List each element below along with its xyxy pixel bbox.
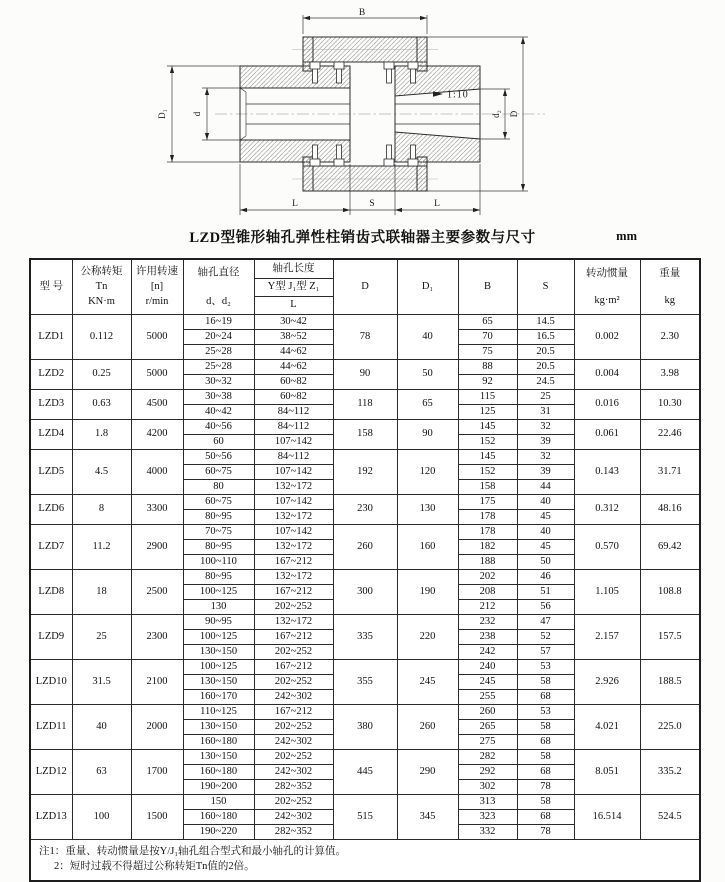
speed-cell: 4000 (131, 449, 183, 494)
B-cell: 212 (458, 599, 517, 614)
B-cell: 292 (458, 764, 517, 779)
bore-dia-cell: 25~28 (183, 359, 254, 374)
D-cell: 118 (333, 389, 397, 419)
inertia-cell: 0.004 (574, 359, 640, 389)
model-cell: LZD4 (30, 419, 72, 449)
B-cell: 88 (458, 359, 517, 374)
B-cell: 145 (458, 419, 517, 434)
table-row (30, 659, 700, 674)
bore-dia-cell: 130~150 (183, 644, 254, 659)
B-cell: 125 (458, 404, 517, 419)
inertia-cell: 16.514 (574, 794, 640, 839)
torque-cell: 31.5 (72, 659, 131, 704)
table-row (30, 389, 700, 404)
B-cell: 152 (458, 464, 517, 479)
bore-len-cell: 132~172 (254, 614, 333, 629)
B-cell: 313 (458, 794, 517, 809)
model-cell: LZD8 (30, 569, 72, 614)
S-cell: 39 (517, 434, 574, 449)
B-cell: 282 (458, 749, 517, 764)
bore-dia-cell: 160~180 (183, 809, 254, 824)
S-cell: 53 (517, 704, 574, 719)
spec-table (29, 258, 701, 882)
weight-cell: 188.5 (640, 659, 700, 704)
model-cell: LZD2 (30, 359, 72, 389)
bore-len-cell: 282~352 (254, 824, 333, 839)
header-bore-len: 轴孔长度 (254, 259, 333, 278)
bore-len-cell: 60~82 (254, 374, 333, 389)
S-cell: 50 (517, 554, 574, 569)
inertia-cell: 0.143 (574, 449, 640, 494)
B-cell: 152 (458, 434, 517, 449)
table-row (30, 494, 700, 509)
weight-cell: 48.16 (640, 494, 700, 524)
D-cell: 192 (333, 449, 397, 494)
bore-dia-cell: 80~95 (183, 569, 254, 584)
S-cell: 31 (517, 404, 574, 419)
bore-dia-cell: 80~95 (183, 509, 254, 524)
weight-cell: 108.8 (640, 569, 700, 614)
dim-label-L-right: L (434, 199, 440, 209)
speed-cell: 4200 (131, 419, 183, 449)
table-row (30, 419, 700, 434)
bore-len-cell: 202~252 (254, 749, 333, 764)
bore-len-cell: 84~112 (254, 404, 333, 419)
B-cell: 65 (458, 314, 517, 329)
table-row (30, 749, 700, 764)
speed-cell: 2900 (131, 524, 183, 569)
S-cell: 52 (517, 629, 574, 644)
inertia-cell: 2.157 (574, 614, 640, 659)
bore-len-cell: 132~172 (254, 479, 333, 494)
bore-len-cell: 84~112 (254, 419, 333, 434)
bore-len-cell: 202~252 (254, 719, 333, 734)
notes-row (30, 839, 700, 881)
speed-cell: 1700 (131, 749, 183, 794)
D-cell: 515 (333, 794, 397, 839)
S-cell: 32 (517, 419, 574, 434)
B-cell: 75 (458, 344, 517, 359)
bore-len-cell: 167~212 (254, 704, 333, 719)
bore-len-cell: 84~112 (254, 449, 333, 464)
header-bore-dia: 轴孔直径 d、d₂ (183, 259, 254, 314)
D1-cell: 160 (397, 524, 458, 569)
bore-len-cell: 167~212 (254, 554, 333, 569)
bore-dia-cell: 16~19 (183, 314, 254, 329)
torque-cell: 11.2 (72, 524, 131, 569)
model-cell: LZD10 (30, 659, 72, 704)
inertia-cell: 0.016 (574, 389, 640, 419)
B-cell: 242 (458, 644, 517, 659)
D1-cell: 345 (397, 794, 458, 839)
S-cell: 47 (517, 614, 574, 629)
S-cell: 39 (517, 464, 574, 479)
bore-len-cell: 30~42 (254, 314, 333, 329)
D1-cell: 40 (397, 314, 458, 359)
header-bore-len-types: Y型 J₁型 Z₁ (254, 278, 333, 296)
S-cell: 46 (517, 569, 574, 584)
bore-dia-cell: 80 (183, 479, 254, 494)
bore-dia-cell: 100~125 (183, 659, 254, 674)
inertia-cell: 2.926 (574, 659, 640, 704)
bore-dia-cell: 160~180 (183, 734, 254, 749)
D-cell: 335 (333, 614, 397, 659)
B-cell: 332 (458, 824, 517, 839)
torque-cell: 40 (72, 704, 131, 749)
S-cell: 14.5 (517, 314, 574, 329)
weight-cell: 22.46 (640, 419, 700, 449)
S-cell: 68 (517, 689, 574, 704)
D1-cell: 260 (397, 704, 458, 749)
bore-dia-cell: 90~95 (183, 614, 254, 629)
B-cell: 145 (458, 449, 517, 464)
inertia-cell: 8.051 (574, 749, 640, 794)
table-row (30, 614, 700, 629)
bore-len-cell: 202~252 (254, 599, 333, 614)
table-row (30, 314, 700, 329)
S-cell: 40 (517, 524, 574, 539)
bore-len-cell: 107~142 (254, 464, 333, 479)
bore-len-cell: 44~62 (254, 344, 333, 359)
D-cell: 300 (333, 569, 397, 614)
B-cell: 255 (458, 689, 517, 704)
D-cell: 78 (333, 314, 397, 359)
notes-cell (30, 839, 700, 881)
S-cell: 68 (517, 734, 574, 749)
speed-cell: 4500 (131, 389, 183, 419)
B-cell: 158 (458, 479, 517, 494)
bore-dia-cell: 30~32 (183, 374, 254, 389)
dim-label-S: S (369, 199, 375, 209)
header-speed: 许用转速 [n] r/min (131, 259, 183, 314)
torque-cell: 63 (72, 749, 131, 794)
S-cell: 78 (517, 824, 574, 839)
bore-len-cell: 44~62 (254, 359, 333, 374)
title-row (0, 226, 725, 254)
B-cell: 240 (458, 659, 517, 674)
model-cell: LZD3 (30, 389, 72, 419)
D-cell: 90 (333, 359, 397, 389)
bore-len-cell: 132~172 (254, 569, 333, 584)
table-row (30, 359, 700, 374)
bore-dia-cell: 130~150 (183, 719, 254, 734)
bore-len-cell: 107~142 (254, 434, 333, 449)
D1-cell: 220 (397, 614, 458, 659)
D1-cell: 90 (397, 419, 458, 449)
S-cell: 53 (517, 659, 574, 674)
S-cell: 32 (517, 449, 574, 464)
header-D1: D₁ (397, 259, 458, 314)
model-cell: LZD11 (30, 704, 72, 749)
bore-dia-cell: 150 (183, 794, 254, 809)
S-cell: 16.5 (517, 329, 574, 344)
note-1: 注1：重量、转动惯量是按Y/J₁轴孔组合型式和最小轴孔的计算值。 (39, 845, 346, 857)
bore-dia-cell: 50~56 (183, 449, 254, 464)
unit-label: mm (616, 229, 637, 243)
spec-table-head (30, 259, 700, 314)
S-cell: 20.5 (517, 359, 574, 374)
B-cell: 175 (458, 494, 517, 509)
S-cell: 58 (517, 749, 574, 764)
S-cell: 68 (517, 809, 574, 824)
speed-cell: 2500 (131, 569, 183, 614)
B-cell: 238 (458, 629, 517, 644)
header-bore-len-L: L (254, 296, 333, 314)
B-cell: 208 (458, 584, 517, 599)
table-row (30, 794, 700, 809)
bore-dia-cell: 40~56 (183, 419, 254, 434)
bore-dia-cell: 100~125 (183, 584, 254, 599)
inertia-cell: 0.002 (574, 314, 640, 359)
torque-cell: 8 (72, 494, 131, 524)
bore-dia-cell: 130~150 (183, 749, 254, 764)
weight-cell: 69.42 (640, 524, 700, 569)
bore-len-cell: 242~302 (254, 734, 333, 749)
spec-table-foot (30, 839, 700, 881)
dim-label-D: D (509, 110, 519, 118)
bore-dia-cell: 80~95 (183, 539, 254, 554)
bore-dia-cell: 190~220 (183, 824, 254, 839)
S-cell: 58 (517, 794, 574, 809)
speed-cell: 5000 (131, 314, 183, 359)
weight-cell: 335.2 (640, 749, 700, 794)
coupling-section-svg (0, 4, 725, 224)
B-cell: 323 (458, 809, 517, 824)
spec-table-body (30, 314, 700, 839)
model-cell: LZD1 (30, 314, 72, 359)
bore-dia-cell: 100~125 (183, 629, 254, 644)
D-cell: 355 (333, 659, 397, 704)
bore-len-cell: 107~142 (254, 524, 333, 539)
D1-cell: 130 (397, 494, 458, 524)
header-D: D (333, 259, 397, 314)
torque-cell: 0.63 (72, 389, 131, 419)
weight-cell: 2.30 (640, 314, 700, 359)
header-row-1 (30, 259, 700, 278)
bore-dia-cell: 190~200 (183, 779, 254, 794)
taper-label: 1:10 (447, 89, 469, 101)
B-cell: 260 (458, 704, 517, 719)
B-cell: 245 (458, 674, 517, 689)
bore-dia-cell: 25~28 (183, 344, 254, 359)
bore-dia-cell: 20~24 (183, 329, 254, 344)
bore-len-cell: 38~52 (254, 329, 333, 344)
D-cell: 260 (333, 524, 397, 569)
torque-cell: 1.8 (72, 419, 131, 449)
bore-len-cell: 202~252 (254, 674, 333, 689)
B-cell: 178 (458, 509, 517, 524)
S-cell: 51 (517, 584, 574, 599)
page-title: LZD型锥形轴孔弹性柱销齿式联轴器主要参数与尺寸 (189, 230, 536, 246)
bore-dia-cell: 60~75 (183, 494, 254, 509)
model-cell: LZD7 (30, 524, 72, 569)
bore-len-cell: 242~302 (254, 689, 333, 704)
S-cell: 40 (517, 494, 574, 509)
B-cell: 275 (458, 734, 517, 749)
torque-cell: 25 (72, 614, 131, 659)
speed-cell: 3300 (131, 494, 183, 524)
speed-cell: 5000 (131, 359, 183, 389)
D1-cell: 65 (397, 389, 458, 419)
D1-cell: 290 (397, 749, 458, 794)
speed-cell: 2100 (131, 659, 183, 704)
D-cell: 380 (333, 704, 397, 749)
S-cell: 68 (517, 764, 574, 779)
header-weight: 重量 kg (640, 259, 700, 314)
table-row (30, 569, 700, 584)
model-cell: LZD6 (30, 494, 72, 524)
bore-len-cell: 132~172 (254, 539, 333, 554)
header-inertia: 转动惯量 kg·m² (574, 259, 640, 314)
header-S: S (517, 259, 574, 314)
weight-cell: 10.30 (640, 389, 700, 419)
torque-cell: 100 (72, 794, 131, 839)
bore-dia-cell: 70~75 (183, 524, 254, 539)
weight-cell: 31.71 (640, 449, 700, 494)
note-2: 2：短时过载不得超过公称转矩Tn值的2倍。 (54, 860, 255, 872)
B-cell: 70 (458, 329, 517, 344)
bore-len-cell: 242~302 (254, 809, 333, 824)
weight-cell: 225.0 (640, 704, 700, 749)
page (0, 4, 725, 872)
S-cell: 58 (517, 674, 574, 689)
weight-cell: 157.5 (640, 614, 700, 659)
model-cell: LZD9 (30, 614, 72, 659)
bore-dia-cell: 160~180 (183, 764, 254, 779)
bore-len-cell: 132~172 (254, 509, 333, 524)
torque-cell: 0.25 (72, 359, 131, 389)
D1-cell: 245 (397, 659, 458, 704)
inertia-cell: 4.021 (574, 704, 640, 749)
model-cell: LZD12 (30, 749, 72, 794)
speed-cell: 1500 (131, 794, 183, 839)
model-cell: LZD5 (30, 449, 72, 494)
bore-len-cell: 202~252 (254, 794, 333, 809)
bore-len-cell: 167~212 (254, 584, 333, 599)
S-cell: 25 (517, 389, 574, 404)
inertia-cell: 0.061 (574, 419, 640, 449)
weight-cell: 524.5 (640, 794, 700, 839)
bore-len-cell: 282~352 (254, 779, 333, 794)
bore-dia-cell: 160~170 (183, 689, 254, 704)
S-cell: 78 (517, 779, 574, 794)
bore-dia-cell: 100~110 (183, 554, 254, 569)
dim-label-d: d (192, 111, 202, 117)
inertia-cell: 0.570 (574, 524, 640, 569)
bore-len-cell: 202~252 (254, 644, 333, 659)
bore-len-cell: 60~82 (254, 389, 333, 404)
bore-len-cell: 167~212 (254, 659, 333, 674)
dim-D1 (167, 66, 240, 162)
B-cell: 232 (458, 614, 517, 629)
dim-label-B: B (358, 8, 366, 18)
D1-cell: 120 (397, 449, 458, 494)
S-cell: 44 (517, 479, 574, 494)
bore-dia-cell: 60 (183, 434, 254, 449)
B-cell: 265 (458, 719, 517, 734)
bore-dia-cell: 30~38 (183, 389, 254, 404)
D-cell: 158 (333, 419, 397, 449)
torque-cell: 4.5 (72, 449, 131, 494)
header-B: B (458, 259, 517, 314)
header-torque: 公称转矩 Tn KN·m (72, 259, 131, 314)
table-row (30, 524, 700, 539)
coupling-drawing (0, 4, 725, 224)
D-cell: 445 (333, 749, 397, 794)
weight-cell: 3.98 (640, 359, 700, 389)
bore-len-cell: 242~302 (254, 764, 333, 779)
model-cell: LZD13 (30, 794, 72, 839)
dim-label-d2: d₂ (491, 110, 501, 118)
speed-cell: 2000 (131, 704, 183, 749)
B-cell: 92 (458, 374, 517, 389)
S-cell: 58 (517, 719, 574, 734)
dim-label-L-left: L (292, 199, 298, 209)
table-row (30, 449, 700, 464)
speed-cell: 2300 (131, 614, 183, 659)
B-cell: 188 (458, 554, 517, 569)
D-cell: 230 (333, 494, 397, 524)
D1-cell: 50 (397, 359, 458, 389)
B-cell: 202 (458, 569, 517, 584)
dim-label-D1: D₁ (157, 109, 167, 119)
S-cell: 56 (517, 599, 574, 614)
S-cell: 45 (517, 539, 574, 554)
S-cell: 24.5 (517, 374, 574, 389)
header-model: 型 号 (30, 259, 72, 314)
bore-len-cell: 167~212 (254, 629, 333, 644)
bore-dia-cell: 40~42 (183, 404, 254, 419)
S-cell: 57 (517, 644, 574, 659)
inertia-cell: 1.105 (574, 569, 640, 614)
bore-dia-cell: 110~125 (183, 704, 254, 719)
bore-dia-cell: 130~150 (183, 674, 254, 689)
B-cell: 182 (458, 539, 517, 554)
B-cell: 115 (458, 389, 517, 404)
D1-cell: 190 (397, 569, 458, 614)
B-cell: 178 (458, 524, 517, 539)
bore-dia-cell: 60~75 (183, 464, 254, 479)
bore-len-cell: 107~142 (254, 494, 333, 509)
S-cell: 45 (517, 509, 574, 524)
B-cell: 302 (458, 779, 517, 794)
S-cell: 20.5 (517, 344, 574, 359)
table-row (30, 704, 700, 719)
inertia-cell: 0.312 (574, 494, 640, 524)
torque-cell: 0.112 (72, 314, 131, 359)
torque-cell: 18 (72, 569, 131, 614)
bore-dia-cell: 130 (183, 599, 254, 614)
